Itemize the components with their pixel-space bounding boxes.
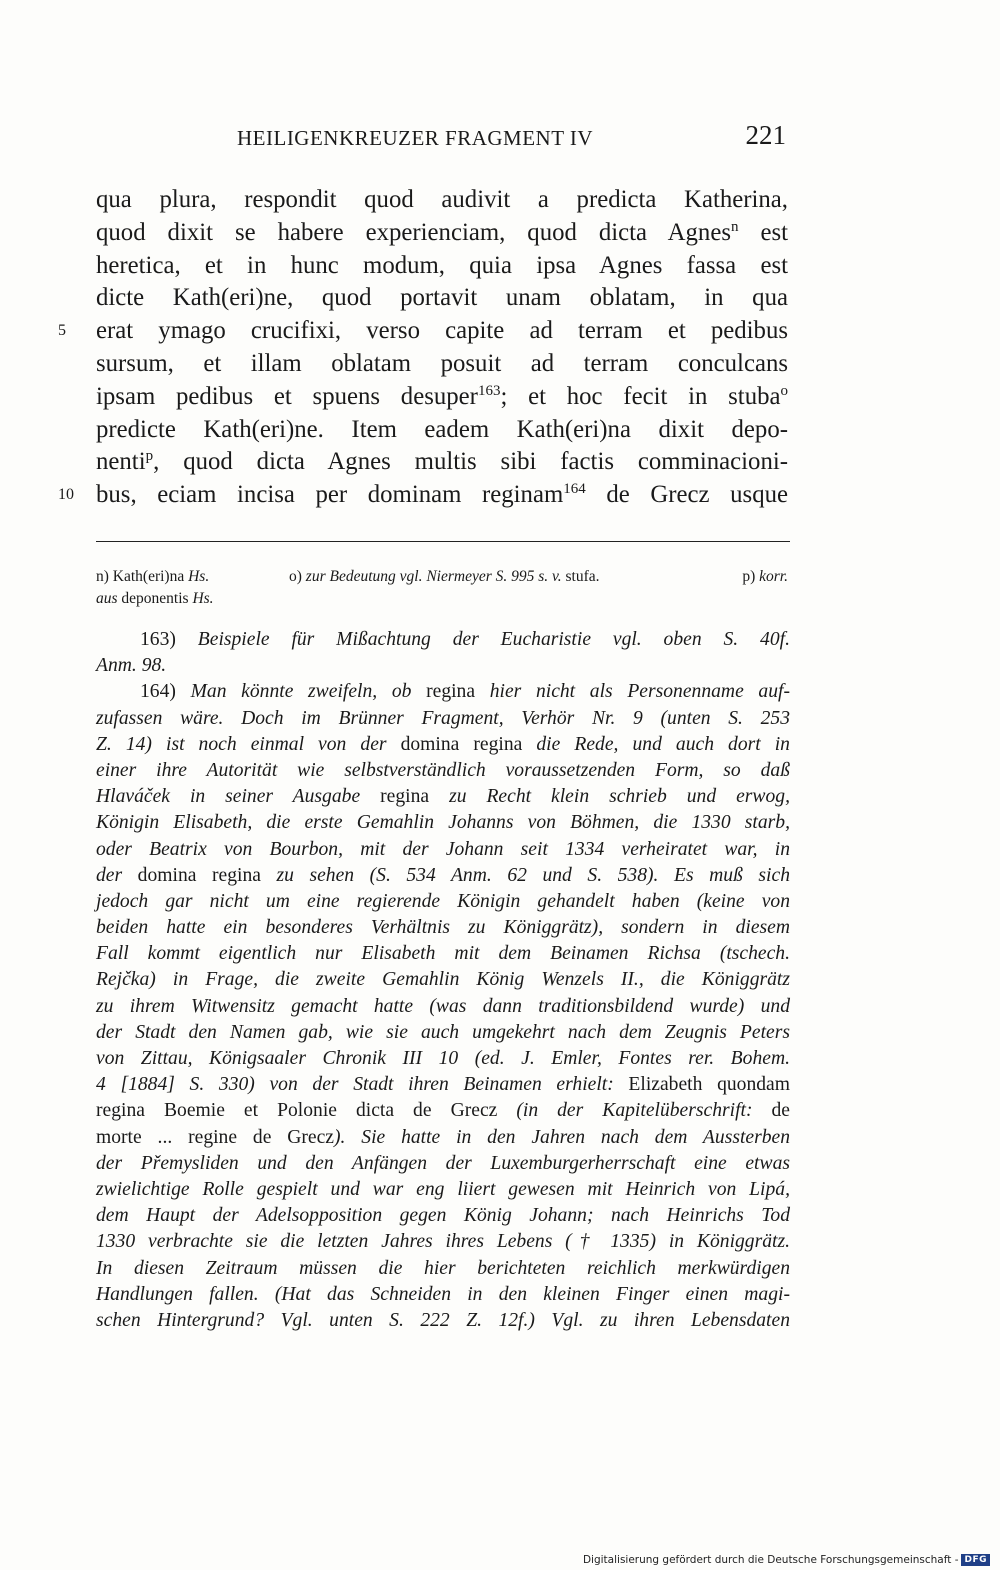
main-line: nenti$^p$, quod dicta Agnes multis sibi factis comminacioni- <box>96 448 788 476</box>
footnote-line: der Stadt den Namen gab, wie sie auch umgekehrt nach dem Zeugnis Peters <box>96 1021 790 1043</box>
main-line: ipsam pedibus et spuens desuper$^{163}$; et hoc fecit in stuba$^o$ <box>96 382 789 410</box>
footnote-line: schen Hintergrund? Vgl. unten S. 222 Z. 12f.) Vgl. zu ihren Lebensdaten <box>96 1309 790 1331</box>
apparatus-line <box>96 566 788 588</box>
footnote-line: zufassen wäre. Doch im Brünner Fragment, Verhör Nr. 9 (unten S. 253 <box>96 707 790 729</box>
line-number: 10 <box>58 486 74 504</box>
footnote-line: Handlungen fallen. (Hat das Schneiden in den kleinen Finger einen magi- <box>96 1283 790 1305</box>
footnote-line: Anm. 98. <box>96 655 167 677</box>
page-number: 221 <box>745 120 786 150</box>
main-line: predicte Kath(eri)ne. Item eadem Kath(eri)na dixit depo- <box>96 415 788 443</box>
apparatus-note-p: p) korr. <box>742 568 788 585</box>
running-title: HEILIGENKREUZER FRAGMENT IV <box>237 126 594 150</box>
footnote-marker: p <box>145 448 154 465</box>
critical-apparatus <box>96 566 788 610</box>
footnote-line: Hlaváček in seiner Ausgabe regina zu Recht klein schrieb und erwog, <box>96 786 790 808</box>
digitization-credit: Digitalisierung gefördert durch die Deutsche Forschungsgemeinschaft - DFG <box>583 1554 990 1566</box>
footnote-line: In diesen Zeitraum müssen die hier berichteten reichlich merkwürdigen <box>96 1257 790 1279</box>
main-line: 10 bus, eciam incisa per dominam reginam$^{164}$ de Grecz usque <box>96 479 788 512</box>
footnote-line: dem Haupt der Adelsopposition gegen König Johann; nach Heinrichs Tod <box>96 1205 790 1227</box>
footnote-line: von Zittau, Königsaaler Chronik III 10 (ed. J. Emler, Fontes rer. Bohem. <box>96 1048 790 1069</box>
footnote-marker: 164 <box>563 481 586 498</box>
apparatus-note-o: o) zur Bedeutung vgl. Niermeyer S. 995 s. v. stufa. <box>289 568 600 585</box>
footnote-line: zwielichtige Rolle gespielt und war eng liiert gewesen mit Heinrich von Lipá, <box>96 1178 790 1200</box>
line-number: 5 <box>58 322 66 340</box>
footnote-line: der Přemysliden und den Anfängen der Luxemburgerherrschaft eine etwas <box>96 1152 790 1174</box>
main-line: dicte Kath(eri)ne, quod portavit unam oblatam, in qua <box>96 284 788 312</box>
footnote-line: Königin Elisabeth, die erste Gemahlin Johanns von Böhmen, die 1330 starb, <box>96 812 790 834</box>
footnote-marker: o <box>780 382 789 399</box>
apparatus-line: aus deponentis Hs. <box>96 590 214 607</box>
footnote-line: Fall kommt eigentlich nur Elisabeth mit dem Beinamen Richsa (tschech. <box>96 943 790 965</box>
footnote-line: einer ihre Autorität wie selbstverständlich voraussetzenden Form, so daß <box>96 759 790 781</box>
footnote-line: zu ihrem Witwensitz gemacht hatte (was dann traditionsbildend wurde) und <box>96 995 790 1017</box>
footnote-marker: n <box>730 218 739 235</box>
apparatus-note-n: n) Kath(eri)na Hs. <box>96 568 210 585</box>
footnote-line: Z. 14) ist noch einmal von der domina regina die Rede, und auch dort in <box>96 733 790 755</box>
main-line: 5 erat ymago crucifixi, verso capite ad terram et pedibus <box>96 315 788 348</box>
footnote-163: 163) Beispiele für Mißachtung der Eucharistie vgl. oben S. 40f. <box>140 629 790 650</box>
footnote-line: jedoch gar nicht um eine regierende Königin gehandelt haben (keine von <box>96 890 790 912</box>
footnote-marker: 163 <box>477 382 501 399</box>
footnote-line: regina Boemie et Polonie dicta de Grecz (in der Kapitelüberschrift: de <box>96 1100 790 1122</box>
footnote-line: morte ... regine de Grecz). Sie hatte in den Jahren nach dem Aussterben <box>96 1126 790 1148</box>
footnote-line: der domina regina zu sehen (S. 534 Anm. 62 und S. 538). Es muß sich <box>96 864 790 886</box>
footnote-divider <box>96 541 790 542</box>
footnote-line: oder Beatrix von Bourbon, mit der Johann seit 1334 verheiratet war, in <box>96 838 790 860</box>
main-line: sursum, et illam oblatam posuit ad terram conculcans <box>96 349 788 377</box>
main-line: qua plura, respondit quod audivit a predicta Katherina, <box>96 186 788 213</box>
main-line: heretica, et in hunc modum, quia ipsa Agnes fassa est <box>96 251 788 279</box>
footnote-line: 4 [1884] S. 330) von der Stadt ihren Beinamen erhielt: Elizabeth quondam <box>96 1074 790 1096</box>
footnote-164: 164) Man könnte zweifeln, ob regina hier nicht als Personenname auf- <box>140 681 790 703</box>
footnote-line: 1330 verbrachte sie die letzten Jahres ihres Lebens († 1335) in Königgrätz. <box>96 1231 790 1253</box>
footnote-line: beiden hatte ein besonderes Verhältnis zu Königgrätz), sondern in diesem <box>96 917 790 939</box>
main-line: quod dixit se habere experienciam, quod dicta Agnes$^n$ est <box>96 218 788 246</box>
footnote-line: Rejčka) in Frage, die zweite Gemahlin König Wenzels II., die Königgrätz <box>96 969 790 991</box>
dfg-logo: DFG <box>961 1554 990 1566</box>
footnotes <box>96 627 790 1334</box>
running-head <box>96 118 790 158</box>
main-text <box>58 184 789 512</box>
